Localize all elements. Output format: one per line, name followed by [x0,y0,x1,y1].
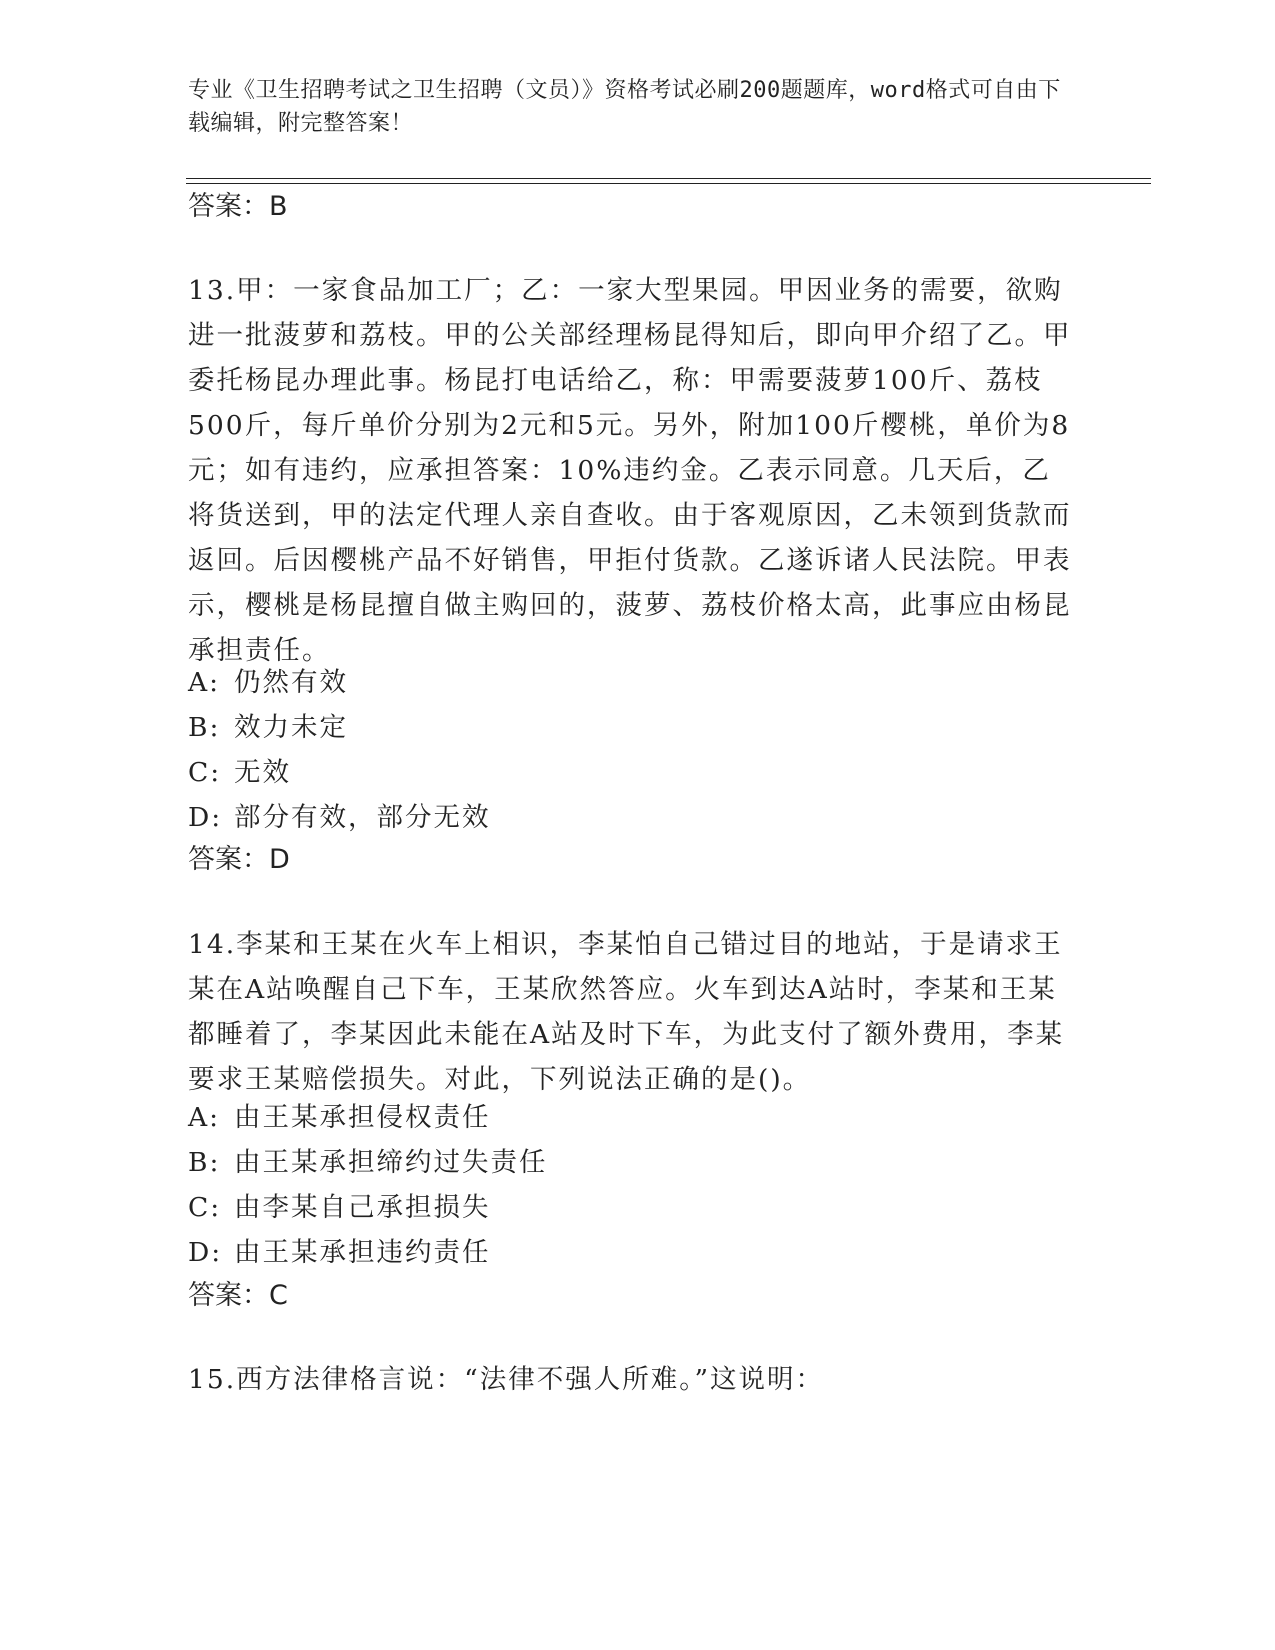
document-header: 专业《卫生招聘考试之卫生招聘（文员）》资格考试必刷200题题库，word格式可自由下载编辑，附完整答案！ [188,78,1061,136]
option-text: 无效 [234,757,291,788]
answer-q13: 答案：D [188,844,290,875]
option-text: 由李某自己承担损失 [234,1192,491,1223]
option-letter: B: [188,712,221,743]
option-text: 由王某承担侵权责任 [234,1102,491,1133]
option-letter: B: [188,1147,221,1178]
option-text: 部分有效，部分无效 [234,802,491,833]
option-b [188,1140,548,1185]
option-letter: D: [188,802,223,833]
question-14-options [188,1095,548,1275]
option-b [188,705,491,750]
answer-q14: 答案：C [188,1280,288,1311]
option-letter: C: [188,1192,222,1223]
option-d [188,1230,548,1275]
question-13-options [188,660,491,840]
option-letter: A: [188,1102,221,1133]
option-d [188,795,491,840]
option-text: 由王某承担缔约过失责任 [234,1147,548,1178]
option-letter: C: [188,757,222,788]
option-text: 由王某承担违约责任 [234,1237,491,1268]
option-letter: A: [188,667,221,698]
question-14-text: 14.李某和王某在火车上相识，李某怕自己错过目的地站，于是请求王某在A站唤醒自己下车，王某欣然答应。火车到达A站时，李某和王某都睡着了，李某因此未能在A站及时下车，为此支付了额外费用，李某要求王某赔偿损失。对此，下列说法正确的是()。 [188,929,1065,1095]
option-text: 效力未定 [234,712,348,743]
header-divider-bottom [186,183,1151,184]
answer-q12: 答案：B [188,191,288,222]
header-divider-top [186,178,1151,179]
option-a [188,1095,548,1140]
option-c [188,1185,548,1230]
question-13-text: 13.甲：一家食品加工厂；乙：一家大型果园。甲因业务的需要，欲购进一批菠萝和荔枝。甲的公关部经理杨昆得知后，即向甲介绍了乙。甲委托杨昆办理此事。杨昆打电话给乙，称：甲需要菠萝100斤、荔枝500斤，每斤单价分别为2元和5元。另外，附加100斤樱桃，单价为8元；如有违约，应承担答案：10%违约金。乙表示同意。几天后，乙将货送到，甲的法定代理人亲自查收。由于客观原因，乙未领到货款而返回。后因樱桃产品不好销售，甲拒付货款。乙遂诉诸人民法院。甲表示，樱桃是杨昆擅自做主购回的，菠萝、荔枝价格太高，此事应由杨昆承担责任。 [188,275,1072,666]
option-text: 仍然有效 [234,667,348,698]
option-a [188,660,491,705]
question-15-text: 15.西方法律格言说：“法律不强人所难。”这说明： [188,1364,824,1395]
option-c [188,750,491,795]
option-letter: D: [188,1237,223,1268]
